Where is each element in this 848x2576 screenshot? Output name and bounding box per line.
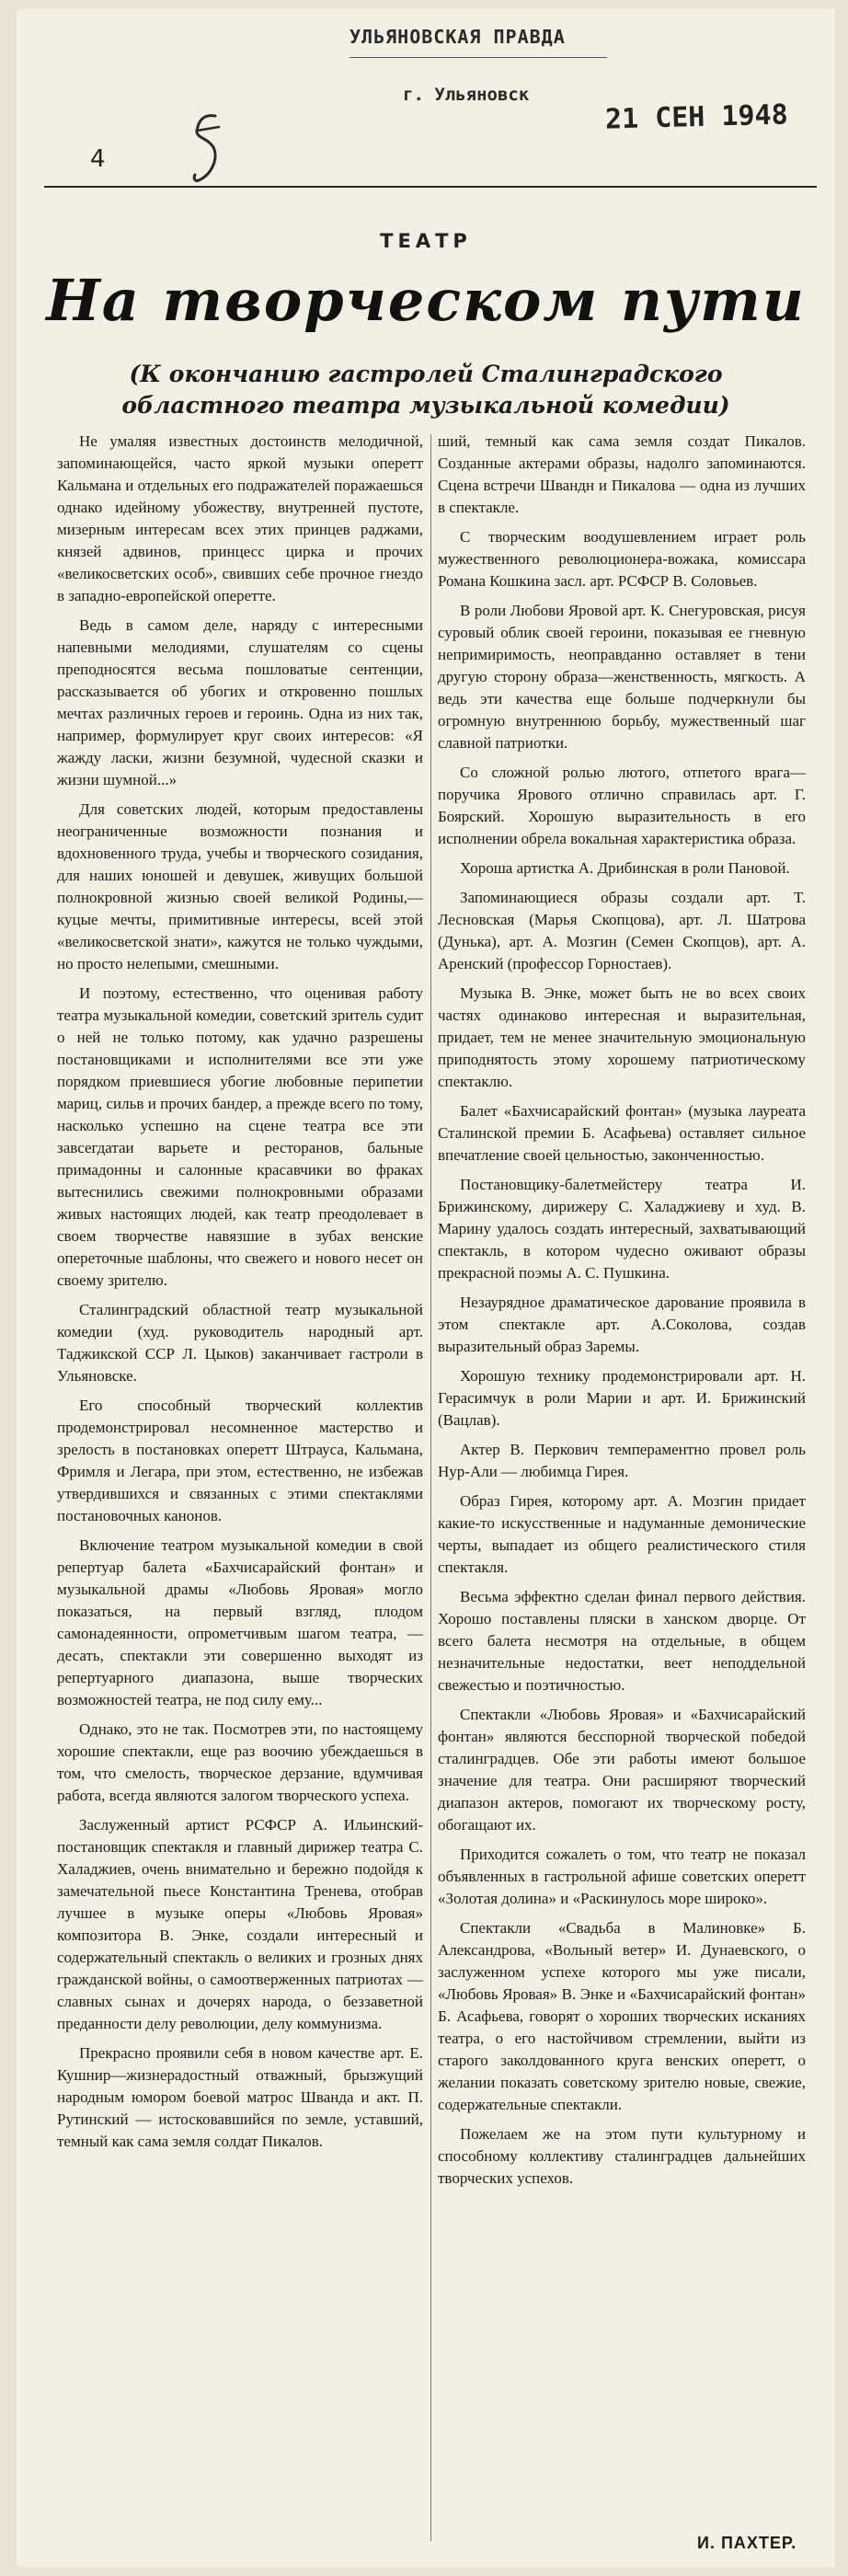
article-paragraph: Хорошую технику продемонстрировали арт. Н. Герасимчук в роли Марии и арт. И. Брижинский (Вацлав).	[438, 1367, 806, 1429]
article-paragraph: Балет «Бахчисарайский фонтан» (музыка лауреата Сталинской премии Б. Асафьева) оставляет сильное впечатление своей цельностью, законченностью.	[438, 1102, 806, 1164]
column-divider	[430, 434, 431, 2541]
author-signature: И. ПАХТЕР.	[697, 2534, 797, 2552]
article-paragraph: Спектакли «Свадьба в Малиновке» Б. Александрова, «Вольный ветер» И. Дунаевского, о заслуженном успехе которого мы уже писали, «Любовь Яровая» В. Энке и «Бахчисарайский фонтан» Б. Асафьева, говорят о хороших творческих исканиях театра, о его настойчивом стремлении, выйти из старого заколдованного круга венских оперетт, о желании показать советскому зрителю новые, свежие, содержательные спектакли.	[438, 1919, 806, 2113]
column-continuation: ший, темный как сама земля создат Пикалов. Созданные актерами образы, надолго запоминаются. Сцена встречи Швандн и Пикалова — одна из лучших в спектакле.	[438, 432, 806, 516]
article-paragraph: И поэтому, естественно, что оценивая работу театра музыкальной комедии, советский зритель судит о ней не только потому, как удачно разрешены постановщиками и исполнителями все эти уже порядком приевшиеся убогие любовные перипетии мариц, сильв и прочих бандер, а прежде всего по тому, насколько успешно на сцене театра все эти завсегдатаи варьете и ресторанов, бальные примадонны и салонные красавчики во фраках вытеснились свежими полнокровными образами живых настоящих людей, как театр преодолевает в своем творчестве навязшие в зубах венские опереточные шаблоны, что свежего и нового несет он своему зрителю.	[57, 984, 423, 1289]
article-paragraph: Для советских людей, которым предоставлены неограниченные возможности познания и вдохновенного труда, учебы и творческого созидания, для наших юношей и девушек, живущих большой полнокровной жизнью своей великой Родины,— куцые мечты, примитивные интересы, всей этой «великосветской знати», кажутся не только чуждыми, но просто нелепыми, смешными.	[57, 800, 423, 972]
article-paragraph: Его способный творческий коллектив продемонстрировал несомненное мастерство и зрелость в постановках оперетт Штрауса, Кальмана, Фримля и Легара, при этом, естественно, не избежав утвердившихся и связанных с этими спектаклями постановочных канонов.	[57, 1397, 423, 1524]
article-paragraph: В роли Любови Яровой арт. К. Снегуровская, рисуя суровый облик своей героини, показывая ее гневную непримиримость, неоправданно оставляет в тени другую сторону образа—женственность, мягкость. А ведь эти качества еще больше подчеркнули бы огромную внутреннюю борьбу, мужественный шаг славной патриотки.	[438, 602, 806, 752]
handwritten-mark-icon	[188, 110, 224, 188]
article-paragraph: Со сложной ролью лютого, отпетого врага—поручика Ярового отлично справилась арт. Г. Боярский. Хорошую выразительность в его исполнении обрела вокальная характеристика образа.	[438, 764, 806, 847]
article-paragraph: Включение театром музыкальной комедии в свой репертуар балета «Бахчисарайский фонтан» и музыкальной драмы «Любовь Яровая» могло показаться, на первый взгляд, плодом самонадеянности, опрометчивым шагом театра, — десать, спектакли эти совершенно выходят из репертуарного диапазона, выше творческих возможностей театра, не под силу ему...	[57, 1536, 423, 1708]
date-stamp: 21 СЕН 1948	[604, 98, 789, 136]
article-paragraph: Не умаляя известных достоинств мелодичной, запоминающейся, часто яркой музыки оперетт Кальмана и отдельных его подражателей поражаешься однако идейному убожеству, внутренней пустоте, мизерным интересам всех этих принцев раджами, князей адвинов, принцесс цирка и прочих «великосветских особ», свивших себе прочное гнездо в западно-европейской оперетте.	[57, 432, 423, 604]
article-paragraph: Актер В. Перкович темпераментно провел роль Нур-Али — любимца Гирея.	[438, 1441, 806, 1480]
article-title: На творческом пути	[46, 267, 806, 334]
city-stamp: г. Ульяновск	[403, 85, 530, 105]
article-paragraph: Запоминающиеся образы создали арт. Т. Лесновская (Марья Скопцова), арт. Л. Шатрова (Дунька), арт. А. Мозгин (Семен Скопцов), арт. А. Аренский (профессор Горностаев).	[438, 889, 806, 972]
article-column-left	[57, 431, 423, 2547]
header-rule	[44, 186, 817, 188]
article-paragraph: Постановщику-балетмейстеру театра И. Брижинскому, дирижеру С. Халаджиеву и худ. В. Марину удалось создать интересный, захватывающий спектакль, в котором чудесно оживают образы прекрасной поэмы А. С. Пушкина.	[438, 1176, 806, 1282]
article-paragraph: Спектакли «Любовь Яровая» и «Бахчисарайский фонтан» являются бесспорной творческой победой сталинградцев. Обе эти работы имеют большое значение для театра. Они расширяют творческий диапазон актеров, помогают их творческому росту, обогащают их.	[438, 1706, 806, 1834]
article-paragraph: Музыка В. Энке, может быть не во всех своих частях одинаково интересная и выразительная, придает, тем не менее значительную эмоциональную приподнятость этому хорошему патриотическому спектаклю.	[438, 984, 806, 1090]
page-number: 4	[90, 145, 106, 173]
article-paragraph: Пожелаем же на этом пути культурному и способному коллективу сталинградцев дальнейших творческих успехов.	[438, 2125, 806, 2187]
article-paragraph: Весьма эффектно сделан финал первого действия. Хорошо поставлены пляски в ханском дворце. От всего балета несмотря на отдельные, в общем незначительные недостатки, веет неподдельной свежестью и поэтичностью.	[438, 1588, 806, 1694]
article-column-right	[438, 431, 806, 2547]
article-paragraph: Незаурядное драматическое дарование проявила в этом спектакле арт. А.Соколова, создав выразительный образ Заремы.	[438, 1294, 806, 1355]
article-paragraph: Сталинградский областной театр музыкальной комедии (худ. руководитель народный арт. Таджикской ССР Л. Цыков) заканчивает гастроли в Ульяновске.	[57, 1301, 423, 1385]
article-paragraph: Заслуженный артист РСФСР А. Ильинский-постановщик спектакля и главный дирижер театра С. Халаджиев, очень внимательно и бережно подойдя к замечательной пьесе Константина Тренева, отобрав лучшее в музыке оперы «Любовь Яровая» композитора В. Энке, создали интересный и содержательный спектакль о великих и грозных днях гражданской войны, о самоотверженных патриотах — славных сынах и дочерях народа, о беззаветной преданности делу революции, делу коммунизма.	[57, 1816, 423, 2032]
article-paragraph: Хороша артистка А. Дрибинская в роли Пановой.	[460, 859, 790, 877]
newspaper-name-stamp: УЛЬЯНОВСКАЯ ПРАВДА	[350, 26, 566, 48]
article-paragraph: Образ Гирея, которому арт. А. Мозгин придает какие-то искусственные и надуманные демонические черты, выпадает из общего реалистического стиля спектакля.	[438, 1492, 806, 1576]
article-paragraph: Ведь в самом деле, наряду с интересными напевными мелодиями, слушателям со сцены преподносятся весьма пошловатые сентенции, рассказывается об убогих и откровенно пошлых мечтах различных героев и героинь. Одна из них так, например, формулирует круг своих интересов: «Я жажду ласки, жизни безумной, чудесной сказки и жизни шумной...»	[57, 616, 423, 788]
article-paragraph: Прекрасно проявили себя в новом качестве арт. Е. Кушнир—жизнерадостный отважный, брызжущий народным юмором боевой матрос Шванда и акт. П. Рутинский — истосковавшийся по земле, уставший, темный как сама земля солдат Пикалов.	[57, 2044, 423, 2150]
section-rubric: ТЕАТР	[380, 230, 472, 252]
stamp-rule	[350, 57, 607, 58]
article-paragraph: Однако, это не так. Посмотрев эти, по настоящему хорошие спектакли, еще раз воочию убеждаешься в том, что смелость, творческое дерзание, вдумчивая работа, всегда являются залогом творческого успеха.	[57, 1720, 423, 1804]
article-paragraph: С творческим воодушевлением играет роль мужественного революционера-вожака, комиссара Романа Кошкина засл. арт. РСФСР В. Соловьев.	[438, 528, 806, 590]
article-paragraph: Приходится сожалеть о том, что театр не показал объявленных в гастрольной афише советских оперетт «Золотая долина» и «Раскинулось море широко».	[438, 1846, 806, 1907]
article-subtitle: (К окончанию гастролей Сталинградского областного театра музыкальной комедии)	[121, 361, 730, 419]
newspaper-page	[17, 9, 835, 2567]
